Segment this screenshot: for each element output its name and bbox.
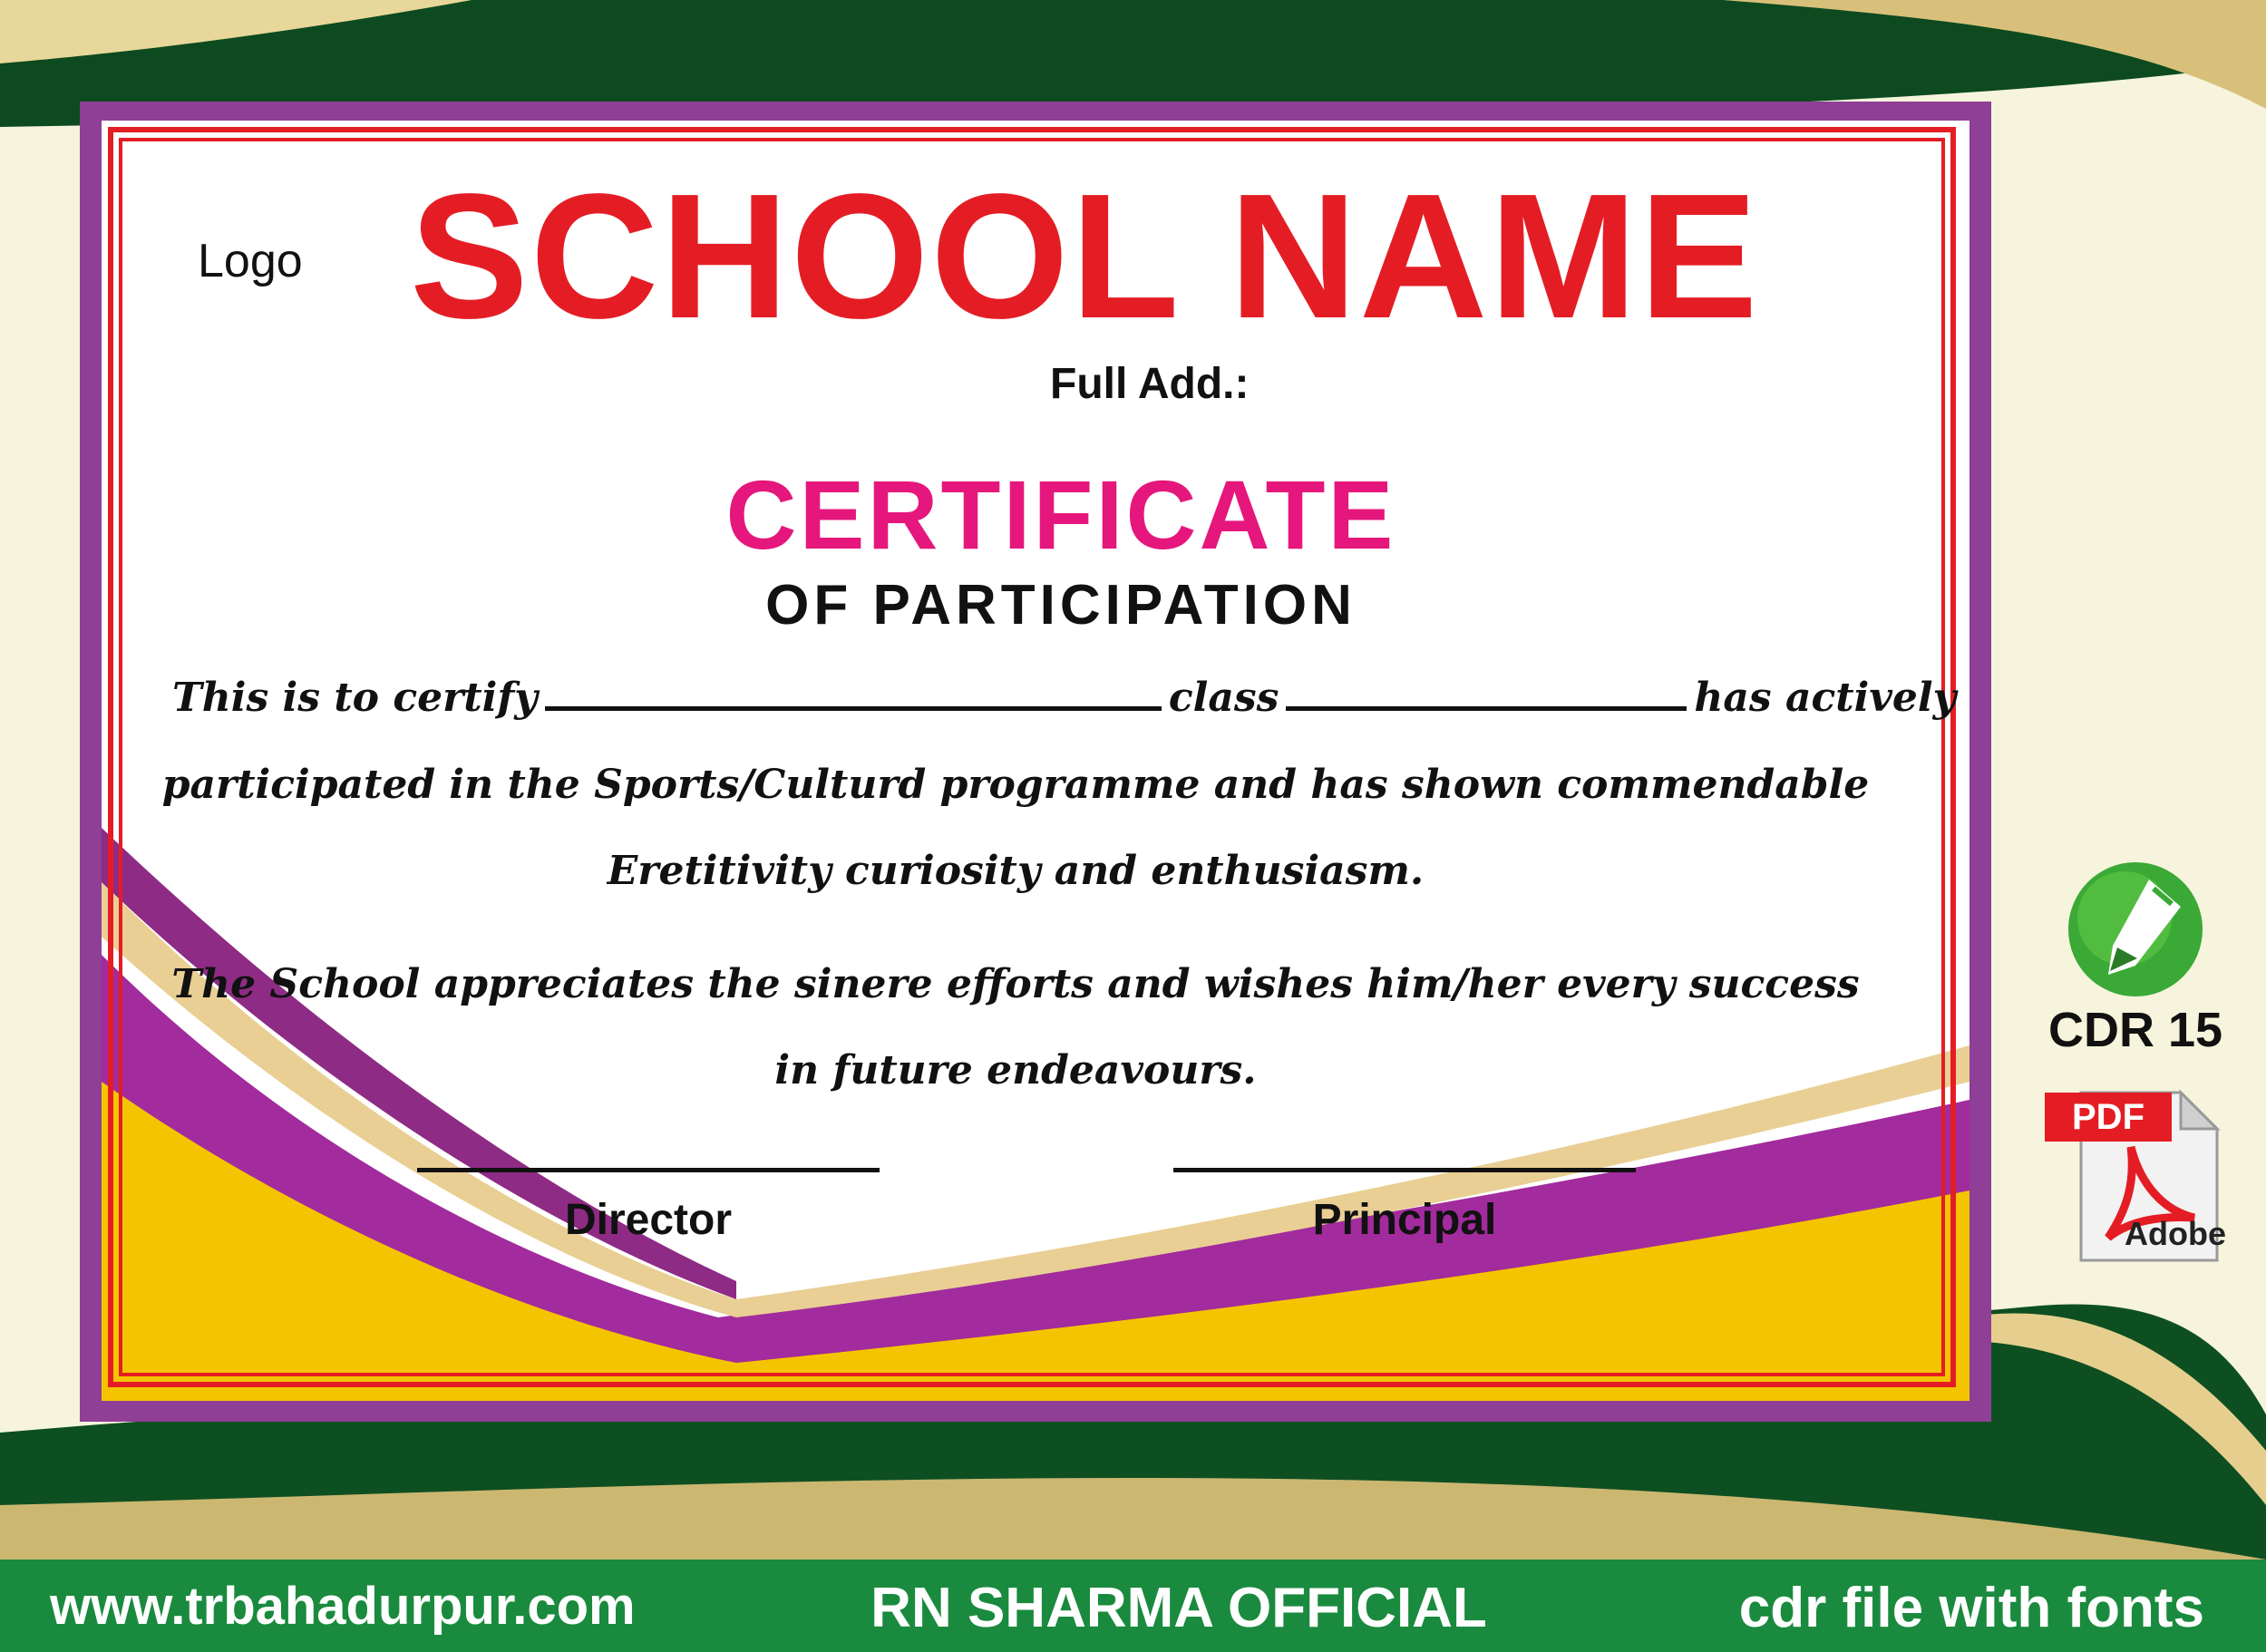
logo-placeholder: Logo	[198, 235, 303, 287]
actively-text: has actively	[1694, 675, 1957, 721]
body-line-1	[172, 675, 1956, 721]
coreldraw-icon	[2063, 857, 2208, 1002]
adobe-label: Adobe	[2125, 1215, 2226, 1252]
director-label: Director	[564, 1196, 733, 1244]
certificate-title: CERTIFICATE	[725, 460, 1396, 569]
principal-label: Principal	[1312, 1196, 1497, 1244]
body-line-5: in future endeavours.	[774, 1047, 1257, 1093]
body-line-3: Eretitivity curiosity and enthusiasm.	[607, 848, 1425, 894]
school-name: SCHOOL NAME	[410, 157, 1760, 355]
certify-text: This is to certify	[172, 675, 538, 721]
footer-note: cdr file with fonts	[1738, 1577, 2204, 1639]
pdf-tag: PDF	[2045, 1093, 2172, 1142]
director-signature-line	[417, 1168, 880, 1172]
body-line-4: The School appreciates the sinere efforts and wishes him/her every success	[171, 961, 1860, 1007]
class-text: class	[1168, 675, 1279, 721]
footer-website: www.trbahadurpur.com	[50, 1577, 636, 1636]
class-blank	[1286, 697, 1687, 711]
certificate-subtitle: OF PARTICIPATION	[765, 574, 1357, 637]
footer-author: RN SHARMA OFFICIAL	[870, 1577, 1487, 1639]
cdr-version-label: CDR 15	[2047, 1003, 2223, 1057]
principal-signature-line	[1173, 1168, 1636, 1172]
body-line-2: participated in the Sports/Culturd programme and has shown commendable	[161, 762, 1870, 808]
name-blank	[545, 697, 1162, 711]
address-label: Full Add.:	[1050, 360, 1250, 408]
